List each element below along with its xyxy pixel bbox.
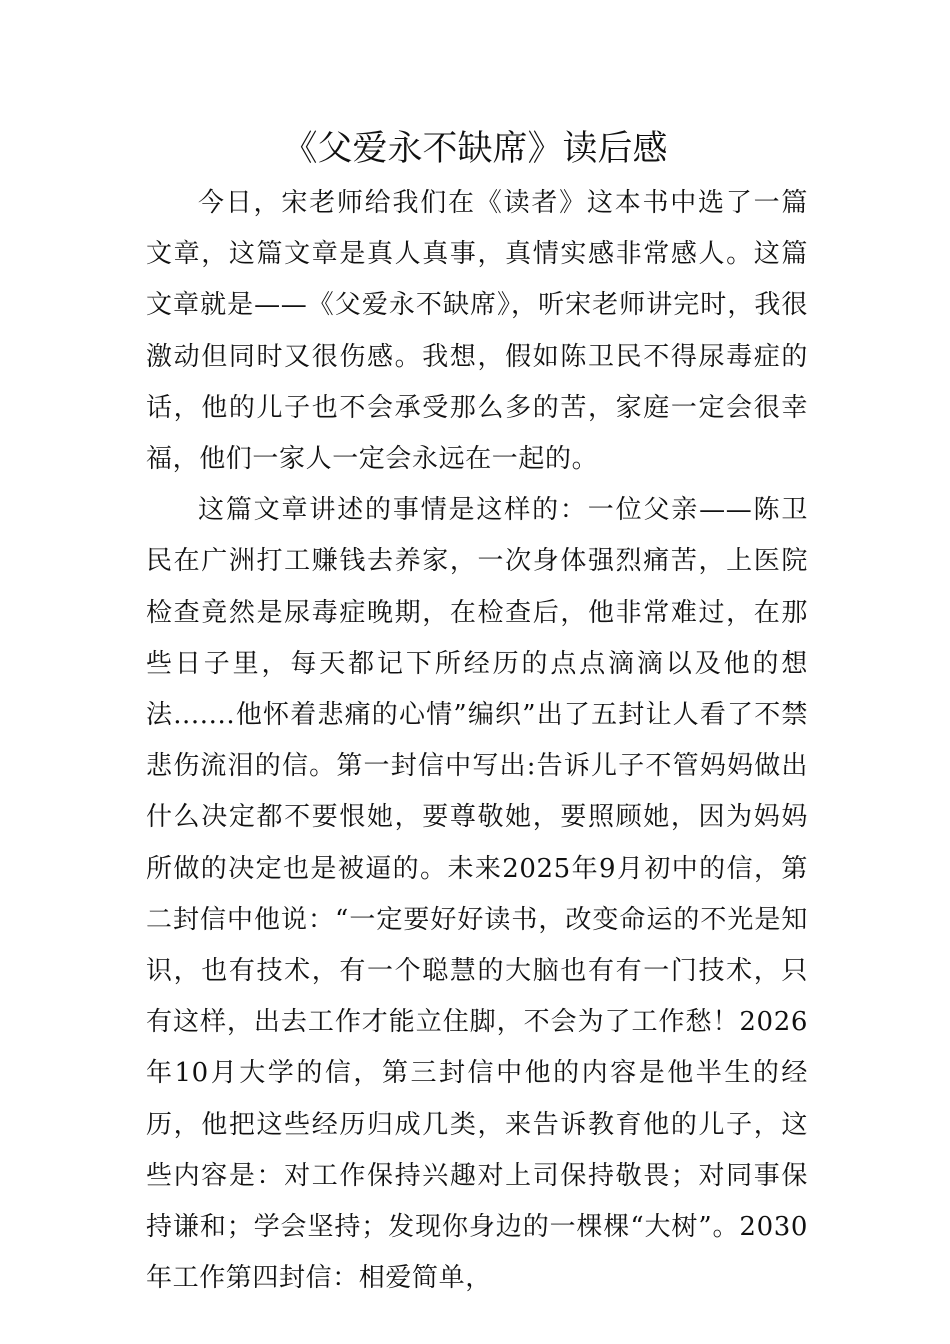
paragraph-story: 这篇文章讲述的事情是这样的：一位父亲——陈卫民在广洲打工赚钱去养家，一次身体强烈痛苦，上医院检查竟然是尿毒症晚期，在检查后，他非常难过，在那些日子里，每天都记下所经历的点点滴滴以及他的想法.......他怀着悲痛的心情”编织”出了五封让人看了不禁悲伤流泪的信。第一封信中写出:告诉儿子不管妈妈做出什么决定都不要恨她，要尊敬她，要照顾她，因为妈妈所做的决定也是被逼的。未来2025年9月初中的信，第二封信中他说：“一定要好好读书，改变命运的不光是知识，也有技术，有一个聪慧的大脑也有有一门技术，只有这样，出去工作才能立住脚，不会为了工作愁！2026年10月大学的信，第三封信中他的内容是他半生的经历，他把这些经历归成几类，来告诉教育他的儿子，这些内容是：对工作保持兴趣对上司保持敬畏；对同事保持谦和；学会坚持；发现你身边的一棵棵“大树”。2030年工作第四封信：相爱简单， [146, 495, 808, 1294]
document-title: 《父爱永不缺席》读后感 [282, 129, 668, 169]
document-body [146, 178, 808, 1304]
paragraph-intro: 今日，宋老师给我们在《读者》这本书中选了一篇文章，这篇文章是真人真事，真情实感非常感人。这篇文章就是——《父爱永不缺席》，听宋老师讲完时，我很激动但同时又很伤感。我想，假如陈卫民不得尿毒症的话，他的儿子也不会承受那么多的苦，家庭一定会很幸福，他们一家人一定会永远在一起的。 [146, 188, 808, 475]
